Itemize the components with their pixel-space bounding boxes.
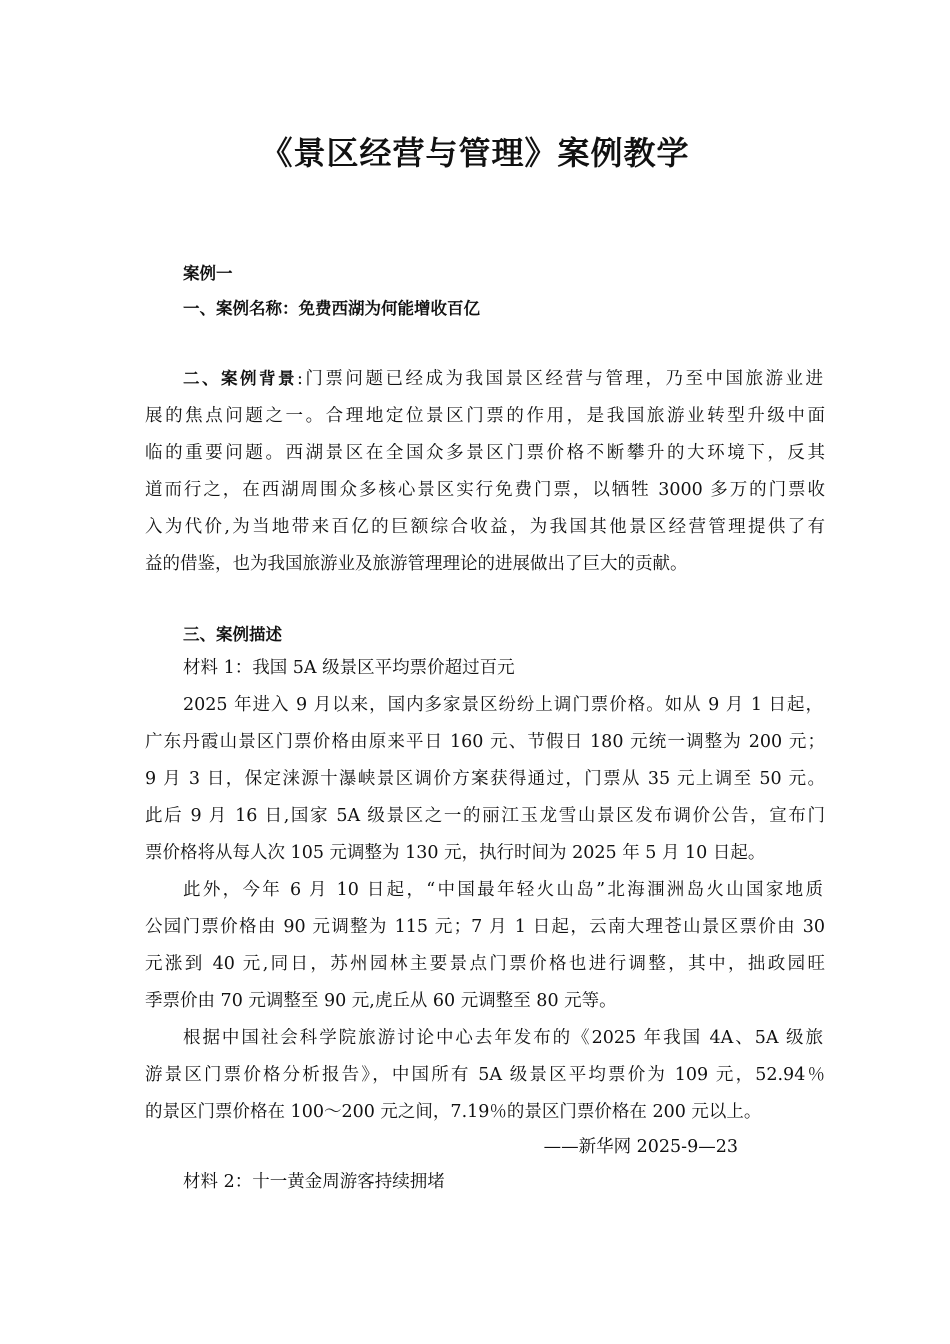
paragraph-line: 此后 9 月 16 日,国家 5A 级景区之一的丽江玉龙雪山景区发布调价公告，宣布门: [145, 806, 825, 826]
paragraph-line: 元涨到 40 元,同日，苏州园林主要景点门票价格也进行调整，其中，拙政园旺: [145, 954, 825, 974]
case-label: 案例一: [183, 264, 233, 283]
paragraph-line: 广东丹霞山景区门票价格由原来平日 160 元、节假日 180 元统一调整为 200 元；: [145, 732, 825, 752]
paragraph-line: 2025 年进入 9 月以来，国内多家景区纷纷上调门票价格。如从 9 月 1 日起，: [183, 695, 823, 715]
source-citation: ——新华网 2025-9—23: [543, 1137, 738, 1157]
background-line: 展的焦点问题之一。合理地定位景区门票的作用，是我国旅游业转型升级中面: [145, 406, 825, 426]
description-heading: 三、案例描述: [183, 625, 282, 644]
background-line: 益的借鉴，也为我国旅游业及旅游管理理论的进展做出了巨大的贡献。: [145, 554, 688, 574]
paragraph-line: 根据中国社会科学院旅游讨论中心去年发布的《2025 年我国 4A、5A 级旅: [183, 1028, 823, 1048]
background-line: 入为代价,为当地带来百亿的巨额综合收益，为我国其他景区经营管理提供了有: [145, 517, 825, 537]
document-title: 《景区经营与管理》案例教学: [260, 134, 690, 172]
paragraph-line: 公园门票价格由 90 元调整为 115 元；7 月 1 日起，云南大理苍山景区票价由 30: [145, 917, 825, 937]
background-text: :门票问题已经成为我国景区经营与管理，乃至中国旅游业进: [297, 369, 824, 389]
case-name-heading: 一、案例名称：免费西湖为何能增收百亿: [183, 299, 480, 318]
material2-title: 材料 2：十一黄金周游客持续拥堵: [183, 1172, 445, 1192]
paragraph-line: 季票价由 70 元调整至 90 元,虎丘从 60 元调整至 80 元等。: [145, 991, 617, 1011]
background-line: 临的重要问题。西湖景区在全国众多景区门票价格不断攀升的大环境下，反其: [145, 443, 825, 463]
background-heading: 二、案例背景: [183, 369, 298, 388]
background-line: [183, 367, 823, 391]
paragraph-line: 此外，今年 6 月 10 日起，“中国最年轻火山岛”北海涠洲岛火山国家地质: [183, 880, 823, 900]
paragraph-line: 9 月 3 日，保定涞源十瀑峡景区调价方案获得通过，门票从 35 元上调至 50 元。: [145, 769, 825, 789]
paragraph-line: 游景区门票价格分析报告》，中国所有 5A 级景区平均票价为 109 元，52.94％: [145, 1065, 825, 1085]
background-line: 道而行之，在西湖周围众多核心景区实行免费门票，以牺牲 3000 多万的门票收: [145, 480, 825, 500]
paragraph-line: 的景区门票价格在 100～200 元之间，7.19％的景区门票价格在 200 元以上。: [145, 1102, 762, 1122]
material1-title: 材料 1：我国 5A 级景区平均票价超过百元: [183, 658, 515, 678]
paragraph-line: 票价格将从每人次 105 元调整为 130 元，执行时间为 2025 年 5 月 10 日起。: [145, 843, 766, 863]
